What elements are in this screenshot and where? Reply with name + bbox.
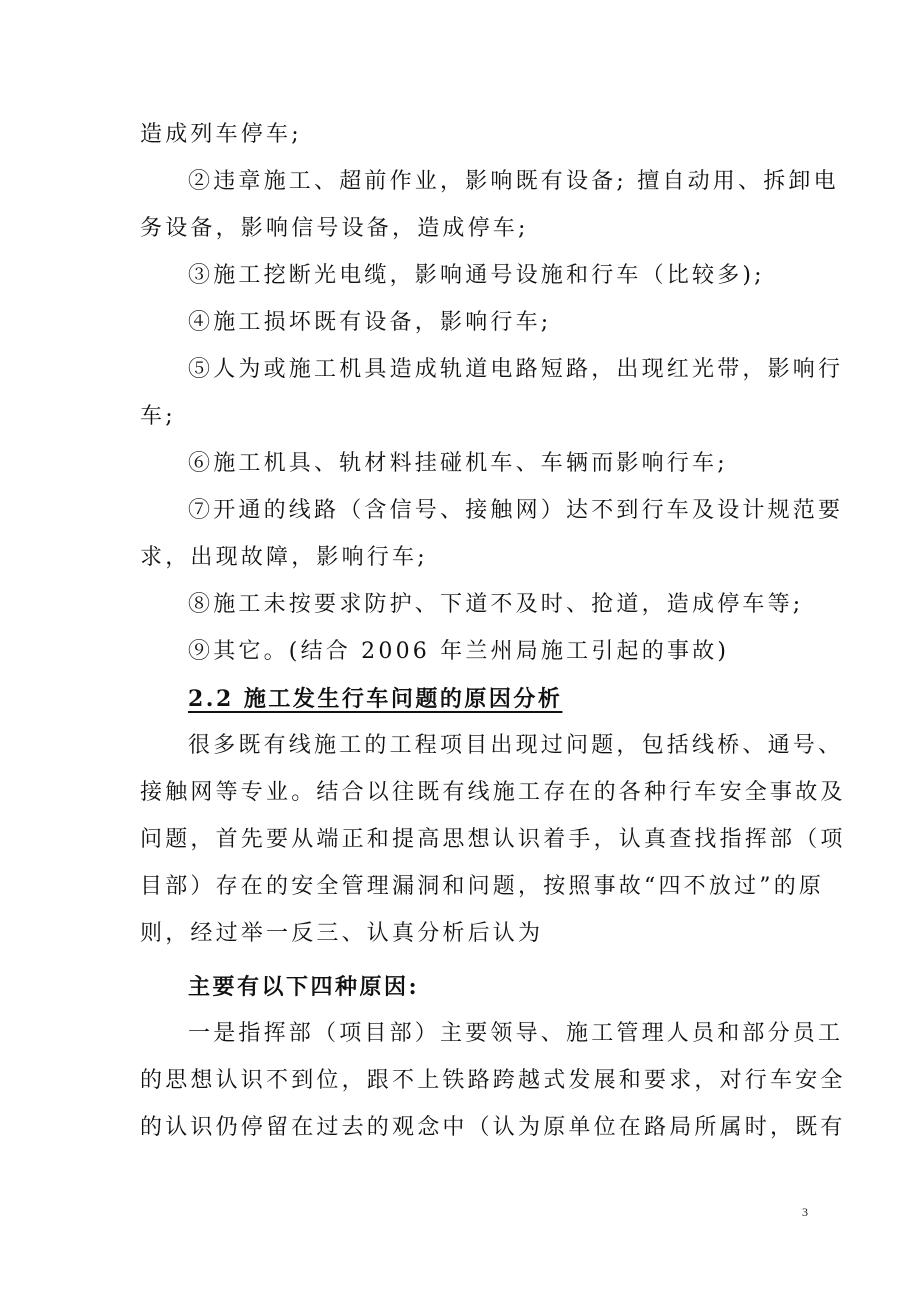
paragraph-line: 问题，首先要从端正和提高思想认识着手，认真查找指挥部（项: [140, 827, 846, 852]
reasons-heading: 主要有以下四种原因:: [188, 974, 420, 1000]
paragraph-line: ⑦开通的线路（含信号、接触网）达不到行车及设计规范要: [188, 498, 844, 523]
paragraph-line: 车;: [140, 404, 176, 429]
paragraph-line: ⑤人为或施工机具造成轨道电路短路，出现红光带，影响行: [188, 357, 844, 382]
paragraph-line: 一是指挥部（项目部）主要领导、施工管理人员和部分员工: [188, 1021, 844, 1046]
paragraph-line: ⑨其它。(结合 2006 年兰州局施工引起的事故): [188, 639, 730, 664]
paragraph-line: ②违章施工、超前作业，影响既有设备; 擅自动用、拆卸电: [188, 169, 839, 194]
paragraph-line: ④施工损坏既有设备，影响行车;: [188, 310, 552, 335]
paragraph-line: 造成列车停车;: [140, 122, 302, 147]
paragraph-line: 则，经过举一反三、认真分析后认为: [140, 921, 544, 946]
paragraph-line: 目部）存在的安全管理漏洞和问题，按照事故“四不放过”的原: [140, 874, 825, 899]
paragraph-line: ⑥施工机具、轨材料挂碰机车、车辆而影响行车;: [188, 451, 728, 476]
page-number: 3: [802, 1205, 808, 1219]
paragraph-line: 接触网等专业。结合以往既有线施工存在的各种行车安全事故及: [140, 780, 846, 805]
paragraph-line: 的思想认识不到位，跟不上铁路跨越式发展和要求，对行车安全: [140, 1068, 846, 1093]
paragraph-line: ⑧施工未按要求防护、下道不及时、抢道，造成停车等;: [188, 592, 804, 617]
paragraph-line: 务设备，影响信号设备，造成停车;: [140, 216, 529, 241]
paragraph-line: ③施工挖断光电缆，影响通号设施和行车（比较多);: [188, 263, 765, 288]
paragraph-line: 的认识仍停留在过去的观念中（认为原单位在路局所属时，既有: [140, 1115, 846, 1140]
section-heading: 2.2 施工发生行车问题的原因分析: [188, 686, 563, 712]
paragraph-line: 求，出现故障，影响行车;: [140, 545, 428, 570]
paragraph-line: 很多既有线施工的工程项目出现过问题，包括线桥、通号、: [188, 733, 844, 758]
